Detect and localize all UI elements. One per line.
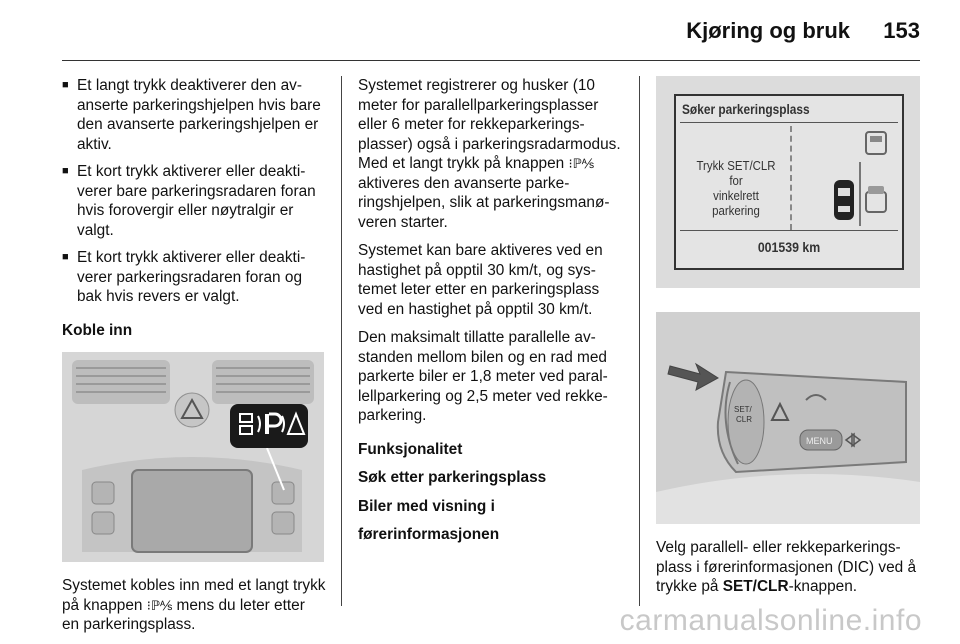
dic-lane-line	[790, 126, 792, 230]
column-right	[656, 76, 922, 606]
page-number: 153	[883, 18, 920, 43]
dic-odometer: 001539 km	[757, 239, 821, 255]
bullet-list	[62, 76, 326, 307]
dic-car-graphics	[816, 126, 900, 230]
park-assist-icon: ⁝ℙ⅍	[146, 597, 173, 613]
column-divider	[341, 76, 342, 606]
dic-rule	[680, 122, 898, 123]
subheading-search: Søk etter parkeringsplass	[358, 469, 547, 486]
subheading-dic-1: Biler med visning i	[358, 497, 495, 515]
bullet-item: ■ Et kort trykk aktiverer eller deaktiverer parkeringsradaren foran og bak hvis revers er valgt.	[62, 248, 326, 307]
dic-message: Trykk SET/CLR for vinkelrett parkering	[696, 158, 776, 218]
column-divider	[639, 76, 640, 606]
dashboard-figure	[62, 352, 324, 562]
dashboard-illustration	[62, 352, 324, 562]
dic-rule	[680, 230, 898, 231]
heading-funksjonalitet: Funksjonalitet	[358, 440, 463, 458]
bullet-item: ■ Et langt trykk deaktiverer den avanserte parkeringshjelpen hvis bare den avanserte parkeringshjelpen er aktiv.	[62, 76, 326, 154]
dic-title: Søker parkeringsplass	[682, 101, 810, 117]
column-middle	[358, 76, 626, 554]
paragraph: Den maksimalt tillatte parallelle avstanden mellom bilen og en rad med parkerte biler er 1,8 meter ved parallellparkering og 2,5 meter ved rekkeparkering.	[358, 329, 608, 424]
page-header	[0, 0, 960, 60]
stalk-clr-label: CLR	[736, 415, 753, 424]
figure-caption: Systemet kobles inn med et langt trykk på knappen ⁝ℙ⅍ mens du leter etter en parkeringsplass.	[62, 577, 326, 633]
park-assist-icon: ⁝ℙ⅍	[568, 156, 594, 171]
stalk-figure	[656, 312, 920, 524]
stalk-set-label: SET/	[734, 405, 752, 414]
stalk-illustration	[656, 312, 920, 524]
paragraph: Systemet kan bare aktiveres ved en hastighet på opptil 30 km/t, og systemet leter etter en parkeringsplass ved en hastighet på opptil 30 km/t.	[358, 242, 603, 318]
paragraph: Systemet registrerer og husker (10 meter for parallellparkeringsplasser eller 6 meter for rekkeparkeringsplasser) også i parkeringsradarmodus. Med et langt trykk på knappen ⁝ℙ⅍ aktiveres den avanserte parkeringshjelpen, slik at parkeringsmanøveren starter.	[358, 77, 621, 231]
bullet-item: ■ Et kort trykk aktiverer eller deaktiverer bare parkeringsradaren foran hvis forovergir eller nøytralgir er valgt.	[62, 162, 326, 240]
heading-koble-inn: Koble inn	[62, 321, 133, 339]
section-title: Kjøring og bruk	[686, 18, 850, 43]
figure-caption: Velg parallell- eller rekkeparkeringsplass i førerinformasjonen (DIC) ved å trykke på SET/CLR-knappen.	[656, 539, 917, 595]
dic-display-figure	[656, 76, 920, 288]
header-rule	[62, 60, 920, 61]
stalk-menu-label: MENU	[806, 436, 833, 446]
column-left	[62, 76, 326, 644]
watermark: carmanualsonline.info	[619, 604, 922, 637]
subheading-dic-2: førerinformasjonen	[358, 526, 500, 543]
dic-screen	[674, 94, 904, 270]
